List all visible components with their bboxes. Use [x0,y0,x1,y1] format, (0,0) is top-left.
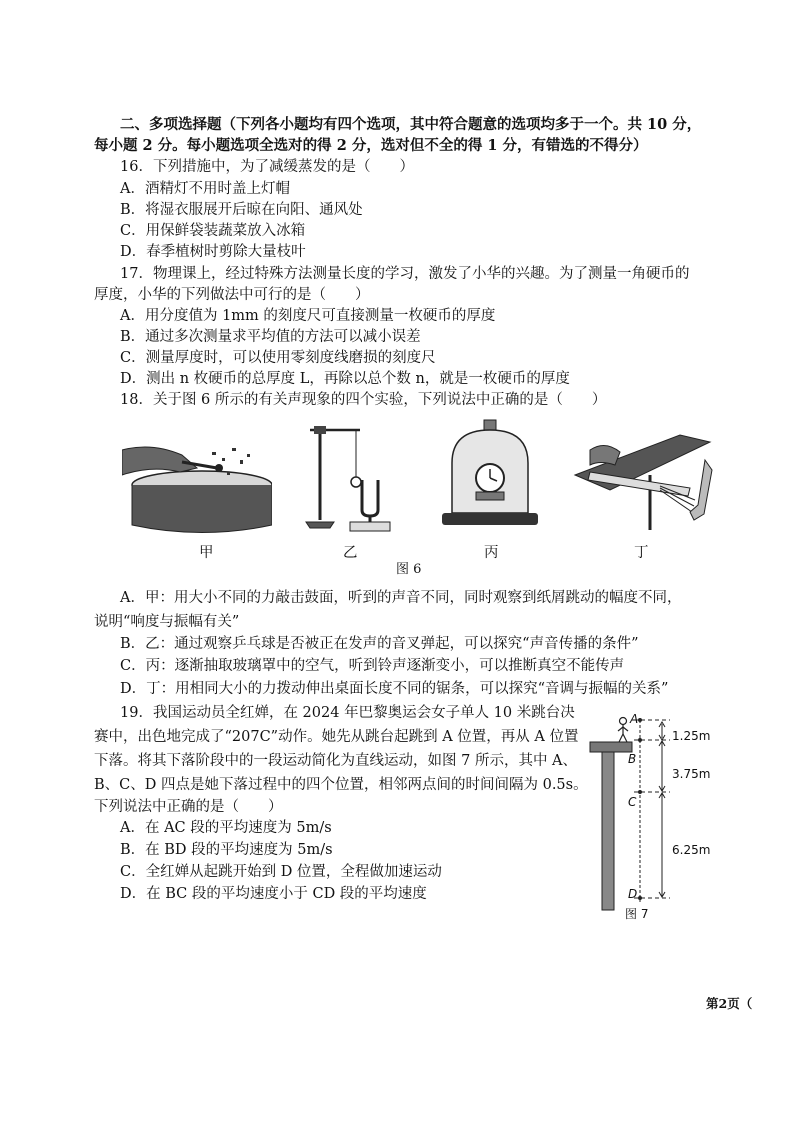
fig6-label-jia: 甲 [199,545,214,561]
q18-option-a-line2: 说明“响度与振幅有关” [94,614,240,630]
q18-option-c: C．丙：逐渐抽取玻璃罩中的空气，听到铃声逐渐变小，可以推断真空不能传声 [120,658,625,674]
q18-option-a-line1: A．甲：用大小不同的力敲击鼓面，听到的声音不同，同时观察到纸屑跳动的幅度不同， [120,590,682,606]
q19-option-c: C．全红婵从起跳开始到 D 位置，全程做加速运动 [120,864,442,880]
q19-stem-line2: 赛中，出色地完成了“207C”动作。她先从跳台起跳到 A 位置，再从 A 位置 [94,729,579,745]
q18-stem: 18．关于图 6 所示的有关声现象的四个实验，下列说法中正确的是（ ） [120,392,607,408]
fig6-label-ding: 丁 [634,545,649,561]
q17-option-d: D．测出 n 枚硬币的总厚度 L，再除以总个数 n，就是一枚硬币的厚度 [120,371,570,387]
page-number: 第2页（ [706,996,753,1011]
q16-option-d: D．春季植树时剪除大量枝叶 [120,244,306,260]
q16-option-c: C．用保鲜袋装蔬菜放入冰箱 [120,223,306,239]
q17-stem-line1: 17．物理课上，经过特殊方法测量长度的学习，激发了小华的兴趣。为了测量一角硬币的 [120,266,690,282]
q17-option-b: B．通过多次测量求平均值的方法可以减小误差 [120,329,421,345]
q19-option-d: D．在 BC 段的平均速度小于 CD 段的平均速度 [120,886,427,902]
q19-stem-line5: 下列说法中正确的是（ ） [94,799,283,815]
fig7-point-d: D [628,887,638,901]
fig6-tuning-fork-image [300,420,400,535]
fig7-point-c: C [628,795,637,809]
fig7-distance-ab: 1.25m [672,729,711,743]
q16-option-b: B．将湿衣服展开后晾在向阳、通风处 [120,202,363,218]
fig6-label-yi: 乙 [343,545,358,561]
section-header-line1: 二、多项选择题（下列各小题均有四个选项，其中符合题意的选项均多于一个。共 10 分， [120,116,702,133]
q19-option-b: B．在 BD 段的平均速度为 5m/s [120,842,333,858]
fig7-point-a: A [630,712,639,726]
fig6-caption: 图 6 [396,562,422,577]
fig6-label-bing: 丙 [484,545,499,561]
q16-stem: 16．下列措施中，为了减缓蒸发的是（ ） [120,159,414,175]
q19-stem-line1: 19．我国运动员全红婵，在 2024 年巴黎奥运会女子单人 10 米跳台决 [120,705,575,721]
fig7-caption: 图 7 [625,907,649,921]
fig7-distance-bc: 3.75m [672,767,711,781]
q17-stem-line2: 厚度，小华的下列做法中可行的是（ ） [94,287,370,303]
fig6-bell-jar-image [440,418,540,533]
fig7-point-b: B [628,752,637,766]
q18-option-d: D．丁：用相同大小的力拨动伸出桌面长度不同的锯条，可以探究“音调与振幅的关系” [120,681,669,697]
fig6-drum-image [122,430,272,535]
fig7-distance-cd: 6.25m [672,843,711,857]
q17-option-c: C．测量厚度时，可以使用零刻度线磨损的刻度尺 [120,350,436,366]
q19-stem-line4: B、C、D 四点是她下落过程中的四个位置，相邻两点间的时间间隔为 0.5s。 [94,777,588,793]
q16-option-a: A．酒精灯不用时盖上灯帽 [120,181,290,197]
section-header-line2: 每小题 2 分。每小题选项全选对的得 2 分，选对但不全的得 1 分，有错选的不得分） [94,137,648,154]
q19-option-a: A．在 AC 段的平均速度为 5m/s [120,820,332,836]
q17-option-a: A．用分度值为 1mm 的刻度尺可直接测量一枚硬币的厚度 [120,308,496,324]
q19-stem-line3: 下落。将其下落阶段中的一段运动简化为直线运动，如图 7 所示，其中 A、 [94,753,578,769]
q18-option-b: B．乙：通过观察乒乓球是否被正在发声的音叉弹起，可以探究“声音传播的条件” [120,636,639,652]
fig6-saw-blade-image [570,430,720,535]
